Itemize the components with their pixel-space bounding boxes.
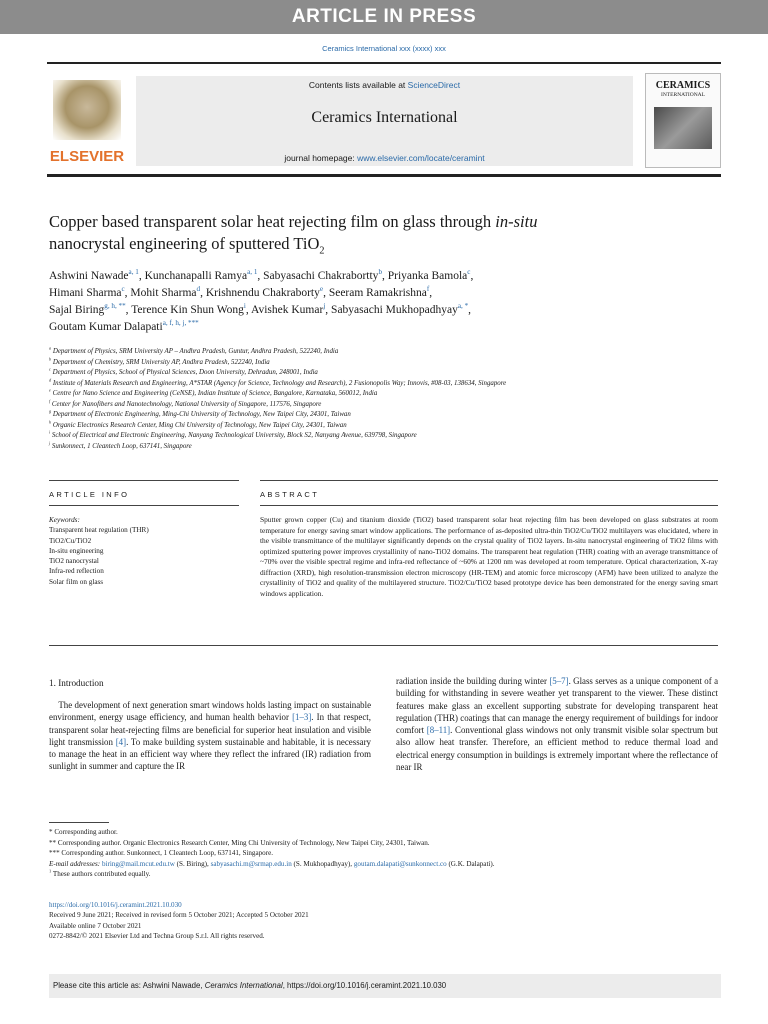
abstract-bottom-rule — [49, 645, 718, 646]
body-text: . To make building system sustainable and habitable, it is necessary to manage the heat in an efficient way where they reflect the infrared (IR) radiation from sunlight in summer and capture the IR — [49, 736, 374, 772]
cover-subtitle: INTERNATIONAL — [661, 92, 705, 98]
author-name[interactable]: Goutam Kumar Dalapati — [49, 321, 163, 333]
keyword-item: In-situ engineering — [49, 546, 104, 555]
author-affiliation-marker[interactable]: a, 1 — [247, 268, 258, 277]
author-affiliation-marker[interactable]: g, h, ** — [104, 302, 126, 311]
abstract-text: Sputter grown copper (Cu) and titanium dioxide (TiO2) based transparent solar heat rejecting film has been developed on glass substrates at room temperature for energy saving smart window applications. The performance of as-deposited ultra-thin TiO2/Cu/TiO2 multilayers was elucidated, where in the visible transmittance of the multilayer significantly depends on the crystal quality of TiO2 layers. In-situ nanocrystal engineering of TiO2 films with optimized sputtering power improves crystallinity of nano-TiO2 domains. The transparent heat regulation (THR) coating with an average transmittance of ~70% over the visible spectral regime and infra-red reflectance of ~60% at 1200 nm was developed at room temperature. Optical characterization, X-ray diffraction (XRD), high resolution-transmission electron microscopy (HR-TEM) and atomic force microscopy (AFM) have been utilized to analyze the crystallinity of TiO2 and quality of the multilayered structure. TiO2/Cu/TiO2 based prototype device has been demonstrated for the energy saving smart windows application. — [260, 515, 718, 598]
affiliation-item: $^i$ School of Electrical and Electronic Engineering, Nanyang Technological University, Block S2, Nanyang Avenue, 639798, Singapore — [49, 429, 417, 439]
author-name[interactable]: Himani Sharma — [49, 287, 122, 299]
article-info-subrule — [49, 505, 239, 506]
email-link[interactable]: biring@mail.mcut.edu.tw — [101, 859, 175, 868]
author-affiliation-marker[interactable]: f — [426, 285, 430, 294]
footnote-rule — [49, 822, 109, 823]
affiliation-item: $^a$ Department of Physics, SRM University AP – Andhra Pradesh, Guntur, Andhra Pradesh, 522240, India — [49, 345, 339, 355]
cover-title: CERAMICS — [655, 80, 711, 91]
footnotes — [49, 827, 729, 880]
copyright: 0272-8842/© 2021 Elsevier Ltd and Techna Group S.r.l. All rights reserved. — [49, 932, 265, 941]
author-name[interactable]: Ashwini Nawade — [49, 270, 129, 282]
intro-left-column — [49, 699, 374, 773]
journal-header — [136, 76, 633, 166]
author-name[interactable]: Seeram Ramakrishna — [328, 287, 427, 299]
email-link[interactable]: sabyasachi.m@srmap.edu.in — [210, 859, 292, 868]
abstract-heading: ABSTRACT — [260, 490, 320, 499]
author-name[interactable]: Priyanka Bamola — [387, 270, 468, 282]
journal-name: Ceramics International — [311, 109, 458, 126]
author-line: Sajal Biring$^{g, h, **}$, Terence Kin Shun Wong$^i$, Avishek Kumar$^j$, Sabyasachi Mukhopadhyay$^{a, *}$, — [49, 302, 472, 316]
homepage-link[interactable]: www.elsevier.com/locate/ceramint — [357, 153, 485, 163]
author-affiliation-marker[interactable]: d — [196, 285, 201, 294]
citation-link[interactable]: [8–11] — [426, 725, 451, 736]
affiliation-item: $^e$ Centre for Nano Science and Engineering (CeNSE), Indian Institute of Science, Bangalore, Karnataka, 560012, India — [49, 387, 378, 397]
affiliation-item: $^b$ Department of Chemistry, SRM University AP, Andhra Pradesh, 522240, India — [49, 356, 270, 366]
affiliation-item: $^h$ Organic Electronics Research Center, Ming Chi University of Technology, New Taipei City, 24301, Taiwan — [49, 419, 347, 429]
affiliation-list — [49, 347, 689, 452]
available-online: Available online 7 October 2021 — [49, 921, 142, 930]
author-list — [49, 268, 689, 336]
header-bottom-rule — [47, 174, 721, 177]
cover-image — [654, 107, 712, 149]
received-dates: Received 9 June 2021; Received in revised form 5 October 2021; Accepted 5 October 2021 — [49, 911, 309, 920]
elsevier-tree-icon — [53, 80, 121, 140]
footnote-equal-contribution: $^1$ These authors contributed equally. — [49, 868, 151, 878]
author-name[interactable]: Avishek Kumar — [251, 304, 324, 316]
author-affiliation-marker[interactable]: c — [467, 268, 471, 277]
author-affiliation-marker[interactable]: j — [323, 302, 326, 311]
body-text: . In that respect, transparent solar heat-rejecting films are beneficial for superior heat insulation and visible light transmission — [49, 712, 374, 747]
body-text: radiation inside the building during winter — [396, 676, 550, 686]
author-affiliation-marker[interactable]: e — [319, 285, 324, 294]
author-affiliation-marker[interactable]: a, f, h, j, *** — [162, 319, 199, 328]
affiliation-item: $^f$ Center for Nanofibers and Nanotechnology, National University of Singapore, 117576, Singapore — [49, 398, 322, 408]
citation-link[interactable]: [4] — [115, 736, 127, 747]
header-top-rule — [47, 62, 721, 64]
keyword-item: Infra-red reflection — [49, 567, 104, 576]
author-affiliation-marker[interactable]: c — [121, 285, 125, 294]
author-affiliation-marker[interactable]: b — [378, 268, 382, 277]
author-affiliation-marker[interactable]: a, * — [457, 302, 469, 311]
author-name[interactable]: Sajal Biring — [49, 304, 105, 316]
section-heading-introduction: 1. Introduction — [49, 678, 104, 688]
author-line — [49, 319, 689, 336]
author-name[interactable]: Kunchanapalli Ramya — [144, 270, 248, 282]
footnote-corresponding-1: * Corresponding author. — [49, 828, 118, 836]
abstract-subrule — [260, 505, 718, 506]
author-name[interactable]: Mohit Sharma — [130, 287, 197, 299]
body-text: . Glass serves as a unique component of a building for withstanding in severe weather yet transparent to the viewer. These distinct features make glass an excellent supporting substrate for developing transparent heat regulation (THR) coatings that can manage the energy requirement of buildings for indoor comfort — [396, 676, 721, 736]
abstract-rule — [260, 480, 718, 481]
journal-homepage: journal homepage: www.elsevier.com/locate/ceramint — [284, 153, 485, 163]
affiliation-item: $^d$ Institute of Materials Research and Engineering, A*STAR (Agency for Science, Technology and Research), 2 Fusionopolis Way; Innovis, #08-03, 138634, Singapore — [49, 377, 507, 387]
citation-box: Please cite this article as: Ashwini Nawade, Ceramics International, https://doi.org/10.1016/j.ceramint.2021.10.030 — [49, 974, 721, 998]
author-name[interactable]: Krishnendu Chakraborty — [205, 287, 320, 299]
footnote-corresponding-3: *** Corresponding author. Sunkonnect, 1 Cleantech Loop, 637141, Singapore. — [49, 849, 274, 857]
article-title: Copper based transparent solar heat rejecting film on glass through in-situ nanocrystal engineering of sputtered TiO$_2$ — [49, 212, 538, 257]
keywords-label: Keywords: — [49, 516, 80, 524]
keyword-item: Transparent heat regulation (THR) — [49, 526, 149, 535]
keywords-block — [49, 515, 239, 587]
author-line: Himani Sharma$^c$, Mohit Sharma$^d$, Krishnendu Chakraborty$^e$, Seeram Ramakrishna$^f$, — [49, 285, 433, 299]
affiliation-item: $^g$ Department of Electronic Engineering, Ming-Chi University of Technology, New Taipei City, 24301, Taiwan — [49, 408, 351, 418]
author-name[interactable]: Sabyasachi Chakrabortty — [263, 270, 379, 282]
citation-link[interactable]: [5–7] — [549, 676, 569, 686]
email-link[interactable]: goutam.dalapati@sunkonnect.co — [353, 859, 447, 868]
body-text: The development of next generation smart windows holds lasting impact on sustainable environment, energy usage efficiency, and human health behavior — [49, 700, 374, 723]
keyword-item: TiO2 nanocrystal — [49, 557, 99, 566]
doi-link[interactable]: https://doi.org/10.1016/j.ceramint.2021.10.030 — [49, 901, 182, 909]
article-info-heading: ARTICLE INFO — [49, 490, 130, 499]
body-text: . Conventional glass windows not only transmit visible solar spectrum but also allow heat transfer. Therefore, an efficient method to reduce thermal load and electrical energy consumption in buildings is extremely important where the reflectance of near IR — [396, 725, 721, 773]
footnote-emails: E-mail addresses: biring@mail.mcut.edu.tw (S. Biring), sabyasachi.m@srmap.edu.in (S. Mukhopadhyay), goutam.dalapati@sunkonnect.co (G.K. Dalapati). — [49, 859, 495, 868]
publisher-name: ELSEVIER — [49, 148, 125, 165]
affiliation-item: $^j$ Sunkonnect, 1 Cleantech Loop, 637141, Singapore — [49, 440, 192, 450]
publication-info — [49, 900, 729, 942]
journal-reference[interactable]: Ceramics International xxx (xxxx) xxx — [322, 44, 446, 53]
author-name[interactable]: Sabyasachi Mukhopadhyay — [331, 304, 458, 316]
footnote-corresponding-2: ** Corresponding author. Organic Electronics Research Center, Ming Chi University of Technology, New Taipei City, 24301, Taiwan. — [49, 838, 430, 847]
article-info-rule — [49, 480, 239, 481]
author-affiliation-marker[interactable]: a, 1 — [128, 268, 139, 277]
affiliation-item: $^c$ Department of Physics, School of Physical Sciences, Doon University, Dehradun, 248001, India — [49, 366, 318, 376]
elsevier-logo[interactable] — [49, 80, 125, 166]
intro-right-column — [396, 675, 721, 773]
journal-cover[interactable] — [645, 73, 721, 168]
article-in-press-banner: ARTICLE IN PRESS — [0, 0, 768, 34]
author-line: Ashwini Nawade$^{a, 1}$, Kunchanapalli Ramya$^{a, 1}$, Sabyasachi Chakrabortty$^b$, Priyanka Bamola$^c$, — [49, 268, 474, 282]
author-name[interactable]: Terence Kin Shun Wong — [131, 304, 244, 316]
keyword-item: Solar film on glass — [49, 577, 104, 586]
author-affiliation-marker[interactable]: i — [243, 302, 246, 311]
contents-available: Contents lists available at ScienceDirect — [308, 80, 461, 90]
sciencedirect-link[interactable]: ScienceDirect — [407, 80, 461, 90]
keyword-item: TiO2/Cu/TiO2 — [49, 536, 92, 545]
citation-link[interactable]: [1–3] — [292, 712, 312, 723]
